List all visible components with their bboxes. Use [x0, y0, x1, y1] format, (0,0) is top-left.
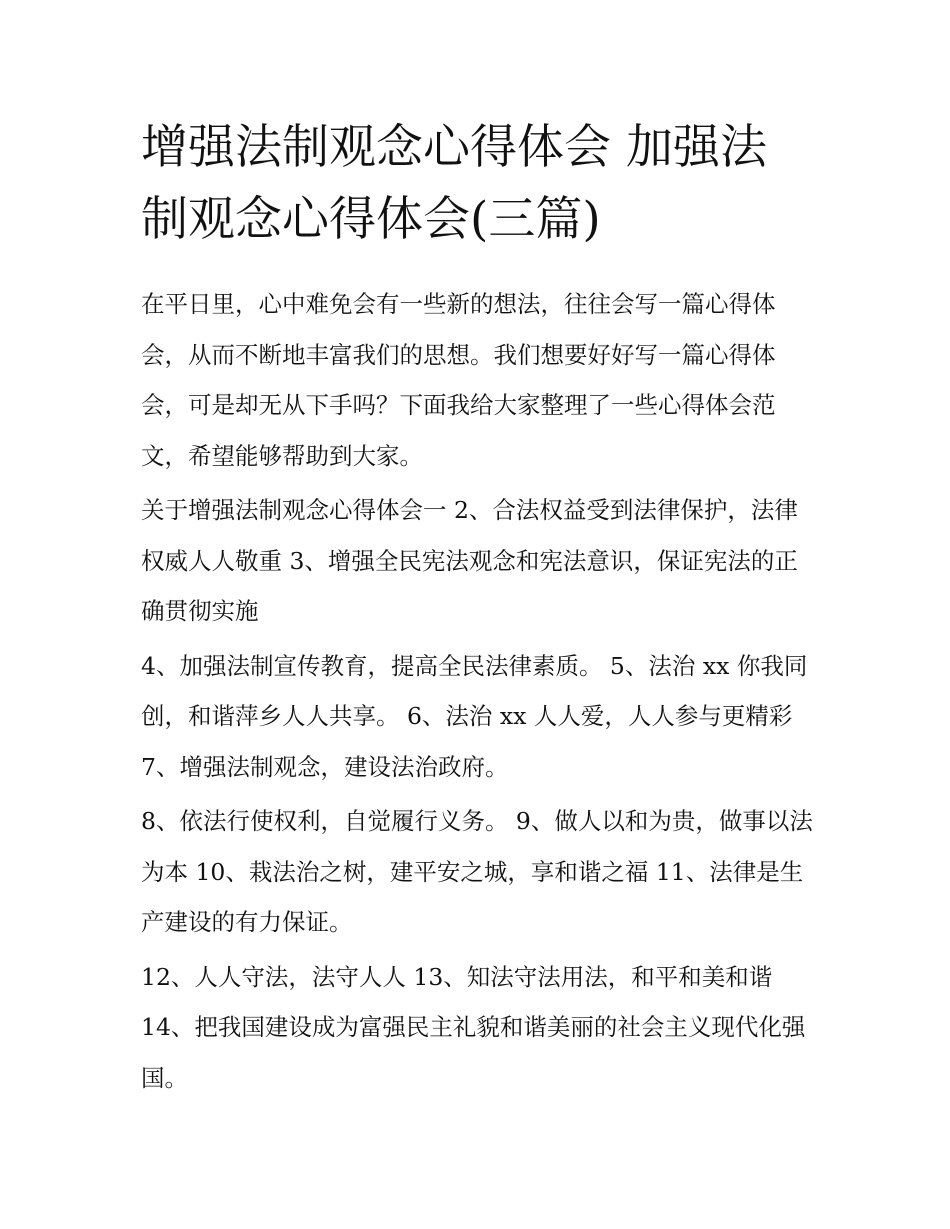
body-paragraph: 关于增强法制观念心得体会一 2、合法权益受到法律保护，法律权威人人敬重 3、增强全民宪法观念和宪法意识，保证宪法的正确贯彻实施 — [141, 496, 798, 625]
intro-paragraph: 在平日里，心中难免会有一些新的想法，往往会写一篇心得体会，从而不断地丰富我们的思想。我们想要好好写一篇心得体会，可是却无从下手吗？下面我给大家整理了一些心得体会范文，希望能够帮助到大家。 — [141, 290, 776, 470]
document-body — [141, 112, 813, 1107]
body-paragraph: 4、加强法制宣传教育，提高全民法律素质。 5、法治 xx 你我同创，和谐萍乡人人共享。 6、法治 xx 人人爱，人人参与更精彩 7、增强法制观念，建设法治政府。 — [141, 651, 808, 781]
body-paragraph: 12、人人守法，法守人人 13、知法守法用法，和平和美和谐 14、把我国建设成为富强民主礼貌和谐美丽的社会主义现代化强国。 — [141, 962, 806, 1092]
paragraph-list — [141, 279, 813, 1103]
body-paragraph: 8、依法行使权利，自觉履行义务。 9、做人以和为贵，做事以法为本 10、栽法治之树，建平安之城，享和谐之福 11、法律是生产建设的有力保证。 — [141, 807, 813, 936]
document-title: 增强法制观念心得体会 加强法制观念心得体会(三篇) — [141, 120, 767, 247]
